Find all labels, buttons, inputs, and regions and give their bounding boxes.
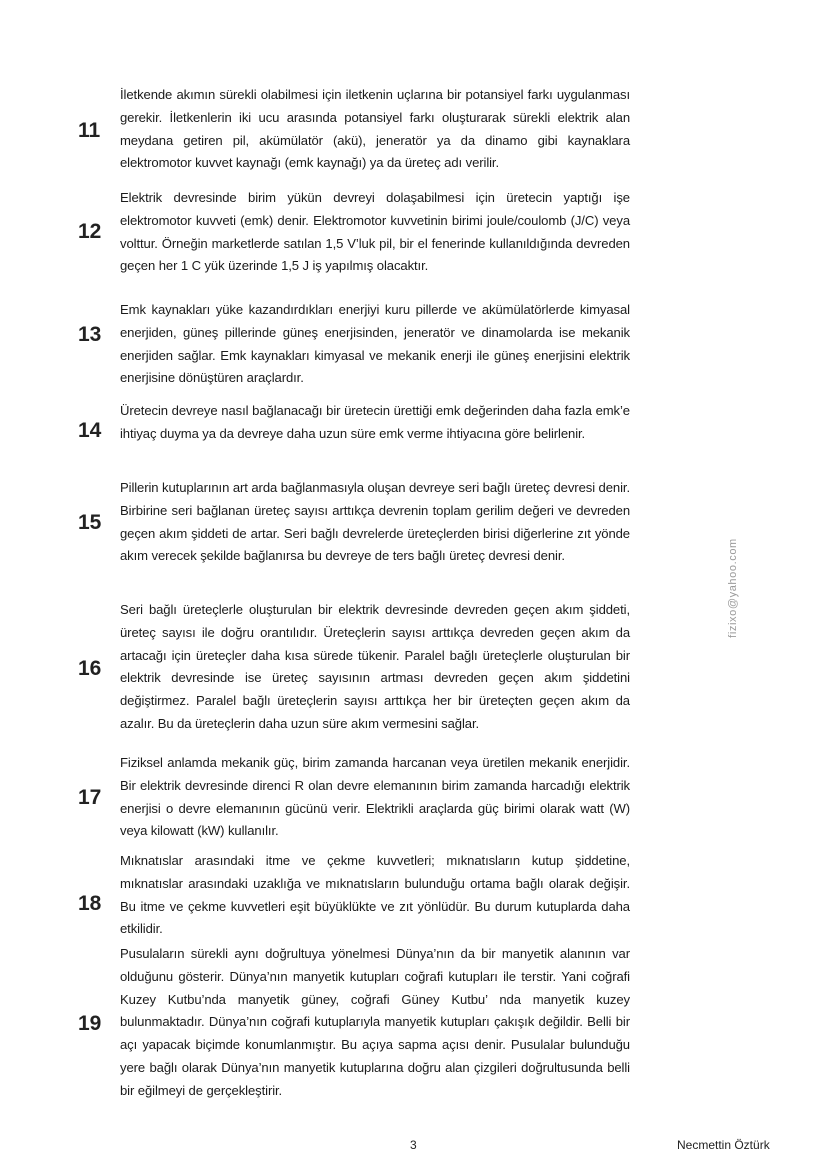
item-number: 19 [78, 1012, 102, 1035]
item-number: 18 [78, 892, 102, 915]
author-name: Necmettin Öztürk [677, 1138, 770, 1152]
item-text: Emk kaynakları yüke kazandırdıkları enerjiyi kuru pillerde ve akümülatörlerde kimyasal enerjiden, güneş pillerinde güneş enerjisinden, jeneratör ve dinamolarda ise mekanik enerjiden sağlar. Emk kaynakları kimyasal ve mekanik enerji ile güneş enerjisini elektrik enerjisine dönüştüren araçlardır. [120, 302, 630, 386]
item-text: Fiziksel anlamda mekanik güç, birim zamanda harcanan veya üretilen mekanik enerjidir. Bir elektrik devresinde direnci R olan devre elemanının birim zamanda harcadığı elektrik enerjisi o devre elemanının gücünü verir. Elektrikli araçlarda güç birimi olarak watt (W) veya kilowatt (kW) kullanılır. [120, 755, 630, 839]
item-text: Pillerin kutuplarının art arda bağlanmasıyla oluşan devreye seri bağlı üreteç devresi denir. Birbirine seri bağlanan üreteç sayısı arttıkça devrenin toplam gerilim değeri ve devreden geçen akım şiddeti de artar. Seri bağlı devrelerde üreteçlerden birisi diğerlerine zıt yönde akım verecek şekilde bağlanırsa bu devreye de ters bağlı üreteç devresi denir. [120, 480, 630, 564]
email-watermark: fizixo@yahoo.com [727, 538, 739, 638]
item-number: 11 [78, 119, 101, 142]
page-number: 3 [410, 1138, 417, 1152]
item-text: İletkende akımın sürekli olabilmesi için iletkenin uçlarına bir potansiyel farkı uygulanması gerekir. İletkenlerin iki ucu arasında potansiyel farkı oluşturarak sürekli elektrik alan meydana getiren pil, akümülatör (akü), jeneratör ya da dinamo gibi kaynaklara elektromotor kuvvet kaynağı (emk kaynağı) ya da üreteç adı verilir. [120, 87, 630, 171]
item-text: Seri bağlı üreteçlerle oluşturulan bir elektrik devresinde devreden geçen akım şiddeti, üreteç sayısı ile doğru orantılıdır. Üreteçlerin sayısı arttıkça devreden geçen akım da artacağı için üreteçler daha kısa sürede tükenir. Paralel bağlı üreteçlerle oluşturulan bir elektrik devresinde ise üreteç sayısının artması devreden geçen akım şiddetini değiştirmez. Paralel bağlı üreteçlerin sayısı arttıkça her bir üreteçten geçen akım da azalır. Bu da üreteçlerin daha uzun süre akım vermesini sağlar. [120, 602, 630, 731]
item-text: Elektrik devresinde birim yükün devreyi dolaşabilmesi için üretecin yaptığı işe elektromotor kuvveti (emk) denir. Elektromotor kuvvetinin birimi joule/coulomb (J/C) veya volttur. Örneğin marketlerde satılan 1,5 V’luk pil, bir el fenerinde kullanıldığında devreden geçen her 1 C yük üzerinde 1,5 J iş yapılmış olacaktır. [120, 190, 630, 274]
item-number: 13 [78, 323, 102, 346]
item-number: 15 [78, 511, 102, 534]
item-text: Pusulaların sürekli aynı doğrultuya yönelmesi Dünya’nın da bir manyetik alanının var olduğunu gösterir. Dünya’nın manyetik kutupları coğrafi kutupları ile terstir. Yani coğrafi Kuzey Kutbu’nda manyetik güney, coğrafi Güney Kutbu’ nda manyetik kuzey bulunmaktadır. Dünya’nın coğrafi kutuplarıyla manyetik kutupları çakışık değildir. Belli bir açı yapacak biçimde konumlanmıştır. Bu açıya sapma açısı denir. Pusulalar bulunduğu yere bağlı olarak Dünya’nın manyetik kutuplarına doğru alan çizgileri doğrultusunda belli bir eğilmeyi de gerçekleştirir. [120, 946, 630, 1098]
item-number: 12 [78, 220, 102, 243]
item-number: 14 [78, 419, 102, 442]
item-number: 16 [78, 657, 102, 680]
item-number: 17 [78, 786, 102, 809]
item-text: Üretecin devreye nasıl bağlanacağı bir üretecin ürettiği emk değerinden daha fazla emk’e ihtiyaç duyma ya da devreye daha uzun süre emk verme ihtiyacına göre belirlenir. [120, 403, 630, 441]
item-text: Mıknatıslar arasındaki itme ve çekme kuvvetleri; mıknatısların kutup şiddetine, mıknatıslar arasındaki uzaklığa ve mıknatısların bulunduğu ortama bağlı olarak değişir. Bu itme ve çekme kuvvetleri eşit büyüklükte ve zıt yönlüdür. Bu durum kutuplarda daha etkilidir. [120, 853, 630, 937]
